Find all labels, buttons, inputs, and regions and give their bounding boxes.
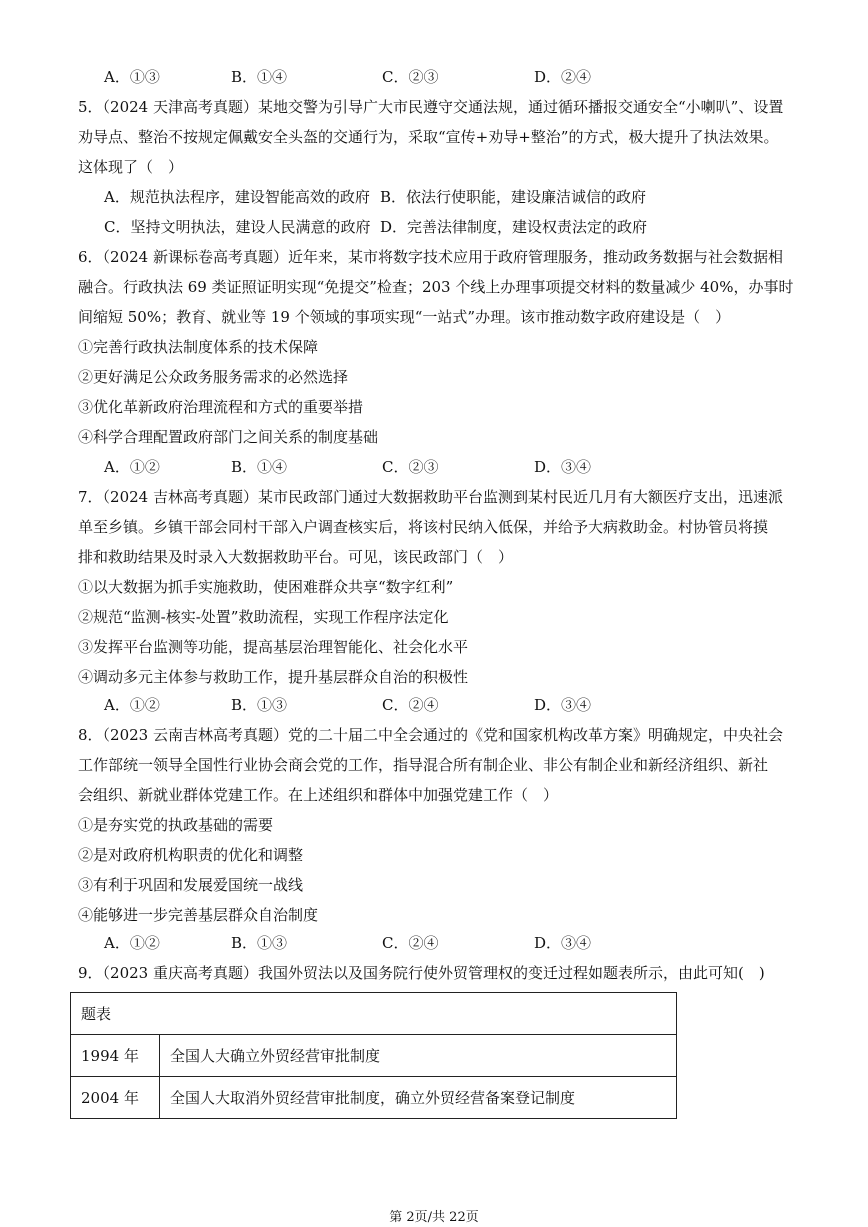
q6-stem-line-1: 6．（2024 新课标卷高考真题）近年来，某市将数字技术应用于政府管理服务，推动政务数据与社会数据相: [78, 248, 783, 266]
q5-option-b: B．依法行使职能，建设廉洁诚信的政府: [380, 188, 647, 206]
q5-option-a: A．规范执法程序，建设智能高效的政府: [104, 188, 370, 206]
table-cell-text: 全国人大确立外贸经营审批制度: [160, 1035, 677, 1077]
q7-option-d: D．③④: [534, 696, 592, 714]
q7-item-3: ③发挥平台监测等功能，提高基层治理智能化、社会化水平: [78, 638, 469, 656]
q5-option-d: D．完善法律制度，建设权责法定的政府: [380, 218, 648, 236]
q6-stem-line-2: 融合。行政执法 69 类证照证明实现“免提交”检查；203 个线上办理事项提交材料的数量减少 40%，办事时: [78, 278, 794, 296]
q6-stem-line-3: 间缩短 50%；教育、就业等 19 个领域的事项实现“一站式”办理。该市推动数字政府建设是（ ）: [78, 308, 731, 326]
q4-option-a: A．①③: [104, 68, 160, 86]
q7-option-b: B．①③: [231, 696, 288, 714]
table-row: [71, 1077, 677, 1119]
q8-item-3: ③有利于巩固和发展爱国统一战线: [78, 876, 304, 894]
table-cell-year: 2004 年: [71, 1077, 160, 1119]
table-cell-text: 全国人大取消外贸经营审批制度，确立外贸经营备案登记制度: [160, 1077, 677, 1119]
q8-option-c: C．②④: [382, 934, 439, 952]
q8-stem-line-2: 工作部统一领导全国性行业协会商会党的工作，指导混合所有制企业、非公有制企业和新经济组织、新社: [78, 756, 769, 774]
page-footer: 第 2页/共 22页: [389, 1210, 479, 1225]
q6-item-2: ②更好满足公众政务服务需求的必然选择: [78, 368, 349, 386]
q4-option-c: C．②③: [382, 68, 439, 86]
q4-option-b: B．①④: [231, 68, 288, 86]
table-row: [71, 1035, 677, 1077]
q8-item-2: ②是对政府机构职责的优化和调整: [78, 846, 304, 864]
table-cell-year: 1994 年: [71, 1035, 160, 1077]
q7-stem-line-3: 排和救助结果及时录入大数据救助平台。可见，该民政部门（ ）: [78, 548, 514, 566]
q6-item-3: ③优化革新政府治理流程和方式的重要举措: [78, 398, 364, 416]
q7-option-a: A．①②: [104, 696, 160, 714]
table-header-cell: 题表: [71, 993, 677, 1035]
q6-item-1: ①完善行政执法制度体系的技术保障: [78, 338, 319, 356]
q7-item-1: ①以大数据为抓手实施救助，使困难群众共享“数字红利”: [78, 578, 454, 596]
q9-stem-line: 9．（2023 重庆高考真题）我国外贸法以及国务院行使外贸管理权的变迁过程如题表所示，由此可知( ): [78, 964, 765, 982]
q8-option-d: D．③④: [534, 934, 592, 952]
q5-option-c: C．坚持文明执法，建设人民满意的政府: [104, 218, 371, 236]
q7-option-c: C．②④: [382, 696, 439, 714]
q6-option-b: B．①④: [231, 458, 288, 476]
q8-option-b: B．①③: [231, 934, 288, 952]
q5-stem-line-3: 这体现了（ ）: [78, 158, 184, 176]
table-header-row: [71, 993, 677, 1035]
q6-item-4: ④科学合理配置政府部门之间关系的制度基础: [78, 428, 379, 446]
q8-stem-line-3: 会组织、新就业群体党建工作。在上述组织和群体中加强党建工作（ ）: [78, 786, 559, 804]
q6-option-a: A．①②: [104, 458, 160, 476]
q4-option-d: D．②④: [534, 68, 592, 86]
q9-table: [70, 992, 677, 1119]
q8-stem-line-1: 8．（2023 云南吉林高考真题）党的二十届二中全会通过的《党和国家机构改革方案》明确规定，中央社会: [78, 726, 783, 744]
q5-stem-line-2: 劝导点、整治不按规定佩戴安全头盔的交通行为，采取“宣传+劝导+整治”的方式，极大提升了执法效果。: [78, 128, 779, 146]
q7-item-4: ④调动多元主体参与救助工作，提升基层群众自治的积极性: [78, 668, 469, 686]
q7-item-2: ②规范“监测-核实-处置”救助流程，实现工作程序法定化: [78, 608, 449, 626]
q8-item-1: ①是夯实党的执政基础的需要: [78, 816, 274, 834]
q6-option-c: C．②③: [382, 458, 439, 476]
q7-stem-line-1: 7．（2024 吉林高考真题）某市民政部门通过大数据救助平台监测到某村民近几月有大额医疗支出，迅速派: [78, 488, 783, 506]
q7-stem-line-2: 单至乡镇。乡镇干部会同村干部入户调查核实后，将该村民纳入低保，并给予大病救助金。村协管员将摸: [78, 518, 769, 536]
q6-option-d: D．③④: [534, 458, 592, 476]
q8-option-a: A．①②: [104, 934, 160, 952]
q5-stem-line-1: 5．（2024 天津高考真题）某地交警为引导广大市民遵守交通法规，通过循环播报交通安全“小喇叭”、设置: [78, 98, 784, 116]
q8-item-4: ④能够进一步完善基层群众自治制度: [78, 906, 319, 924]
